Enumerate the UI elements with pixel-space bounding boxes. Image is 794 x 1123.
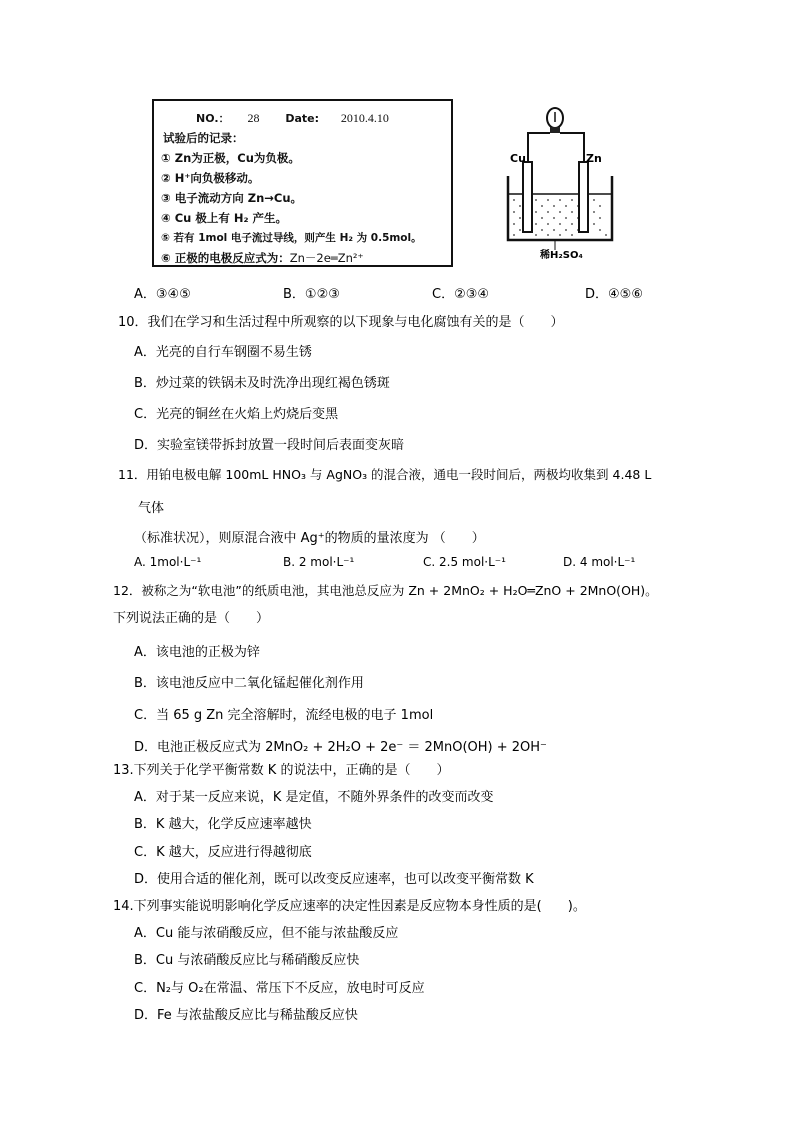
q10-option-b: B．炒过菜的铁锅未及时洗净出现红褐色锈斑: [134, 376, 390, 391]
q11-option-a: A. 1mol·L⁻¹: [134, 555, 202, 569]
record-line-5: ⑤ 若有 1mol 电子流过导线，则产生 H₂ 为 0.5mol。: [161, 232, 422, 244]
q9-option-d: D．④⑤⑥: [585, 287, 643, 302]
solution-label: 稀H₂SO₄: [540, 250, 583, 261]
record-line-1: ① Zn为正极，Cu为负极。: [161, 151, 300, 165]
record-line-6-equation: Zn－2e═Zn²⁺: [289, 251, 364, 265]
light-bulb-icon: [547, 108, 563, 133]
q9-option-c: C．②③④: [432, 287, 490, 302]
record-line-6: [161, 250, 364, 266]
q10-stem: 10．我们在学习和生活过程中所观察的以下现象与电化腐蚀有关的是（ ）: [118, 315, 564, 330]
q13-stem: 13.下列关于化学平衡常数 K 的说法中，正确的是（ ）: [113, 763, 450, 778]
experiment-record-card: [152, 99, 453, 267]
q13-option-c: C．K 越大，反应进行得越彻底: [134, 845, 312, 860]
q11-option-b: B. 2 mol·L⁻¹: [283, 555, 355, 569]
record-no-label: NO.：: [196, 112, 230, 125]
q11-stem-line-1: 11．用铂电极电解 100mL HNO₃ 与 AgNO₃ 的混合液，通电一段时间后，两极均收集到 4.48 L: [118, 467, 652, 482]
zn-electrode: [579, 162, 588, 232]
q9-option-a: A．③④⑤: [134, 287, 191, 302]
q11-stem-line-3: （标准状况），则原混合液中 Ag⁺的物质的量浓度为 （ ）: [134, 531, 485, 546]
q10-option-d: D．实验室镁带拆封放置一段时间后表面变灰暗: [134, 438, 405, 453]
q12-stem-line-1: 12．被称之为“软电池”的纸质电池，其电池总反应为 Zn + 2MnO₂ + H₂O═ZnO + 2MnO(OH)。: [113, 583, 658, 598]
q14-option-a: A．Cu 能与浓硝酸反应，但不能与浓盐酸反应: [134, 926, 399, 941]
q14-stem: 14.下列事实能说明影响化学反应速率的决定性因素是反应物本身性质的是( )。: [113, 899, 586, 914]
record-line-6-label: ⑥ 正极的电极反应式为：: [161, 251, 290, 265]
q13-option-a: A．对于某一反应来说，K 是定值，不随外界条件的改变而改变: [134, 790, 494, 805]
q11-option-c: C. 2.5 mol·L⁻¹: [423, 555, 506, 569]
cu-electrode: [523, 162, 532, 232]
q13-option-d: D．使用合适的催化剂，既可以改变反应速率，也可以改变平衡常数 K: [134, 872, 534, 887]
q12-option-b: B．该电池反应中二氧化锰起催化剂作用: [134, 676, 364, 691]
wire: [528, 133, 584, 162]
record-line-2: ② H⁺向负极移动。: [161, 171, 260, 185]
record-date-value: 2010.4.10: [340, 111, 389, 125]
q9-option-b: B．①②③: [283, 287, 340, 302]
q11-option-d: D. 4 mol·L⁻¹: [563, 555, 636, 569]
q12-stem-line-2: 下列说法正确的是（ ）: [113, 611, 270, 626]
record-header: [196, 110, 389, 126]
q12-option-a: A．该电池的正极为锌: [134, 645, 260, 660]
q14-option-c: C．N₂与 O₂在常温、常压下不反应，放电时可反应: [134, 981, 425, 996]
record-no-value: 28: [247, 111, 260, 125]
q14-option-d: D．Fe 与浓盐酸反应比与稀盐酸反应快: [134, 1008, 358, 1023]
record-line-4: ④ Cu 极上有 H₂ 产生。: [161, 211, 288, 225]
q11-stem-line-2: 气体: [138, 501, 165, 516]
record-date-label: Date:: [285, 112, 320, 125]
q13-option-b: B．K 越大，化学反应速率越快: [134, 817, 312, 832]
q14-option-b: B．Cu 与浓硝酸反应比与稀硝酸反应快: [134, 953, 360, 968]
q10-option-a: A．光亮的自行车钢圈不易生锈: [134, 345, 312, 360]
record-title: 试验后的记录：: [163, 131, 244, 145]
galvanic-cell-diagram: [500, 100, 625, 265]
q12-option-d: D．电池正极反应式为 2MnO₂ + 2H₂O + 2e⁻ ＝ 2MnO(OH) + 2OH⁻: [134, 740, 547, 755]
q10-option-c: C．光亮的铜丝在火焰上灼烧后变黑: [134, 407, 339, 422]
q12-option-c: C．当 65 g Zn 完全溶解时，流经电极的电子 1mol: [134, 708, 434, 723]
cu-label: Cu: [510, 152, 526, 165]
zn-label: Zn: [586, 152, 602, 165]
record-line-3: ③ 电子流动方向 Zn→Cu。: [161, 191, 303, 205]
